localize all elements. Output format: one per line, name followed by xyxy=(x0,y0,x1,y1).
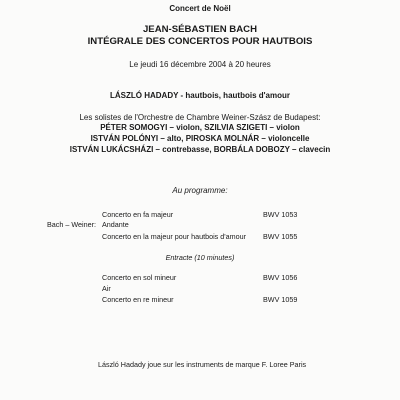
programme-item-catalog: BWV 1053 xyxy=(263,210,298,219)
ensemble-line: PÉTER SOMOGYI – violon, SZILVIA SZIGETI – violon xyxy=(100,123,300,132)
concert-date: Le jeudi 16 décembre 2004 à 20 heures xyxy=(129,60,271,69)
programme-item-catalog: BWV 1059 xyxy=(263,295,298,304)
programme-item-title: Concerto en la majeur pour hautbois d'amour xyxy=(102,232,247,241)
programme-item-title: Concerto en fa majeur xyxy=(102,210,174,219)
ensemble-intro: Les solistes de l'Orchestre de Chambre Weiner-Szász de Budapest: xyxy=(79,113,321,122)
event-title: Concert de Noël xyxy=(169,4,231,13)
programme-item-title: Air xyxy=(102,284,111,293)
programme-item-title: Andante xyxy=(102,220,129,229)
concert-subtitle: INTÉGRALE DES CONCERTOS POUR HAUTBOIS xyxy=(87,36,313,47)
programme-item-title: Concerto en sol mineur xyxy=(102,273,177,282)
intermission-note: Entracte (10 minutes) xyxy=(165,253,235,262)
programme-item-prefix: Bach – Weiner: xyxy=(47,220,97,229)
ensemble-line: ISTVÁN POLÓNYI – alto, PIROSKA MOLNÁR – violoncelle xyxy=(90,134,310,143)
programme-item-title: Concerto en re mineur xyxy=(102,295,174,304)
programme-item-catalog: BWV 1056 xyxy=(263,273,298,282)
programme-heading: Au programme: xyxy=(172,186,228,195)
soloist-line: LÁSZLÓ HADADY - hautbois, hautbois d'amour xyxy=(110,91,290,100)
programme-item-catalog: BWV 1055 xyxy=(263,232,298,241)
footer-note: László Hadady joue sur les instruments de marque F. Loree Paris xyxy=(98,360,307,369)
ensemble-line: ISTVÁN LUKÁCSHÁZI – contrebasse, BORBÁLA DOBOZY – clavecin xyxy=(69,145,331,154)
composer-name: JEAN-SÉBASTIEN BACH xyxy=(142,24,258,35)
